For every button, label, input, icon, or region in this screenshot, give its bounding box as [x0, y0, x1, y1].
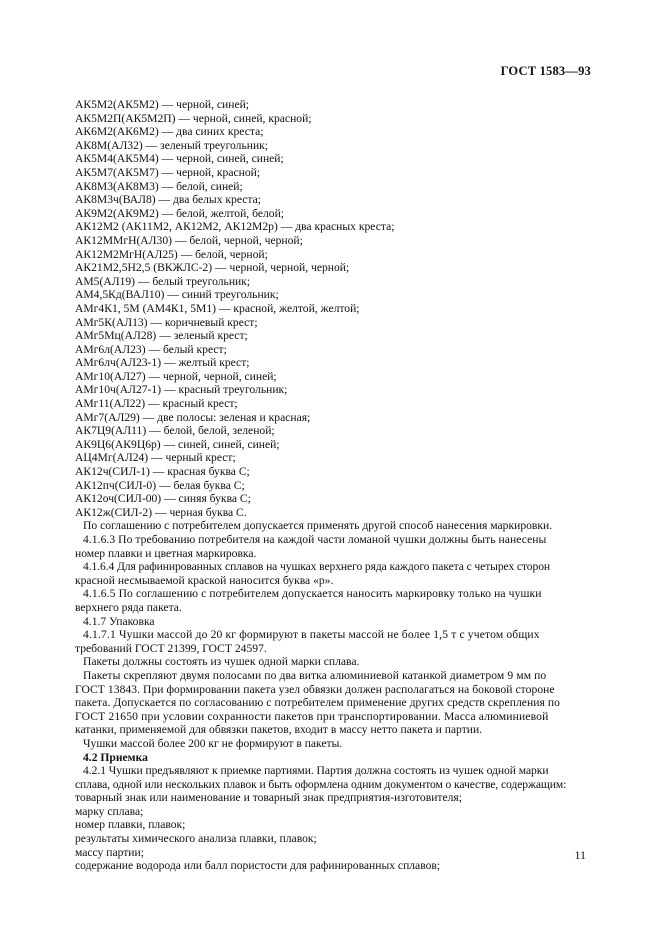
document-item-lot-mass: массу партии;	[75, 845, 144, 859]
marking-list-item: АК12ММгН(АЛ30) — белой, черной, черной;	[75, 233, 303, 247]
marking-list-item: АК5М2П(АК5М2П) — черной, синей, красной;	[75, 111, 312, 125]
clause-4-1-6-3-line-2: номер плавки и цветная маркировка.	[75, 546, 257, 560]
clause-4-2-1-line-2: сплава, одной или нескольких плавок и быть оформлена одним документом о качестве, содержащим:	[75, 777, 567, 791]
marking-list-item: АМг11(АЛ22) — красный крест;	[75, 397, 238, 411]
marking-list-item: АК12М2 (АК11М2, АК12М2, АК12М2р) — два красных креста;	[75, 220, 395, 234]
clause-4-1-6-5-line-1: 4.1.6.5 По соглашению с потребителем допускается наносить маркировку только на чушки	[83, 587, 542, 601]
paragraph-fastening-line-2: ГОСТ 13843. При формировании пакета узел обвязки должен располагаться на боковой стороне	[75, 682, 555, 696]
page-number: 11	[574, 848, 586, 862]
paragraph-agreement-method: По соглашению с потребителем допускается применять другой способ нанесения маркировки.	[83, 519, 553, 533]
marking-list-item: АМг6лч(АЛ23-1) — желтый крест;	[75, 356, 250, 370]
page-header-standard-code: ГОСТ 1583—93	[500, 64, 591, 78]
marking-list-item: АМг4К1, 5М (АМ4К1, 5М1) — красной, желтой, желтой;	[75, 301, 360, 315]
marking-list-item: АМ4,5Кд(ВАЛ10) — синий треугольник;	[75, 288, 279, 302]
clause-4-1-6-4-line-2: красной несмываемой краской наносится буква «р».	[75, 573, 334, 587]
paragraph-heavy-ingots: Чушки массой более 200 кг не формируют в пакеты.	[83, 736, 343, 750]
document-item-trademark: товарный знак или наименование и товарный знак предприятия-изготовителя;	[75, 791, 462, 805]
paragraph-fastening-line-4: ГОСТ 21650 при условии сохранности пакетов при транспортировании. Масса алюминиевой	[75, 709, 549, 723]
marking-list-item: АК21М2,5Н2,5 (ВКЖЛС-2) — черной, черной, черной;	[75, 261, 350, 275]
clause-4-2-1-line-1: 4.2.1 Чушки предъявляют к приемке партиями. Партия должна состоять из чушек одной марки	[83, 764, 549, 778]
marking-list-item: АК12пч(СИЛ-0) — белая буква С;	[75, 478, 245, 492]
paragraph-fastening-line-5: катанки, применяемой для обвязки пакетов, входит в массу нетто пакета и партии.	[75, 723, 483, 737]
paragraph-fastening-line-1: Пакеты скрепляют двумя полосами по два витка алюминиевой катанкой диаметром 9 мм по	[83, 668, 547, 682]
marking-list-item: АК12М2МгН(АЛ25) — белой, черной;	[75, 247, 268, 261]
paragraph-packs-same-grade: Пакеты должны состоять из чушек одной марки сплава.	[83, 655, 360, 669]
clause-4-1-6-3-line-1: 4.1.6.3 По требованию потребителя на каждой части ломаной чушки должны быть нанесены	[83, 533, 547, 546]
marking-list-item: АК5М2(АК5М2) — черной, синей;	[75, 98, 250, 111]
marking-list-item: АМг5Мц(АЛ28) — зеленый крест;	[75, 329, 248, 343]
marking-list-item: АК5М4(АК5М4) — черной, синей, синей;	[75, 152, 284, 166]
marking-list-item: АК8М3(АК8М3) — белой, синей;	[75, 179, 243, 193]
marking-list-item: АК9М2(АК9М2) — белой, желтой, белой;	[75, 206, 285, 220]
document-item-chemical-analysis: результаты химического анализа плавки, плавок;	[75, 832, 317, 846]
marking-list-item: АК12ч(СИЛ-1) — красная буква С;	[75, 465, 250, 479]
marking-list-item: АМ5(АЛ19) — белый треугольник;	[75, 274, 251, 288]
document-item-alloy-grade: марку сплава;	[75, 804, 144, 818]
marking-list-item: АК8М3ч(ВАЛ8) — два белых креста;	[75, 193, 261, 207]
marking-list-item: АК7Ц9(АЛ11) — белой, белой, зеленой;	[75, 424, 275, 438]
clause-4-1-7-heading: 4.1.7 Упаковка	[83, 614, 155, 628]
marking-list-item: АМг10ч(АЛ27-1) — красный треугольник;	[75, 383, 288, 397]
marking-list-item: АМг7(АЛ29) — две полосы: зеленая и красная;	[75, 410, 311, 424]
marking-list-item: АК5М7(АК5М7) — черной, красной;	[75, 165, 261, 179]
marking-list	[75, 98, 589, 519]
document-item-heat-number: номер плавки, плавок;	[75, 818, 186, 832]
marking-list-item: АК6М2(АК6М2) — два синих креста;	[75, 125, 264, 139]
clause-4-1-7-1-line-2: требований ГОСТ 21399, ГОСТ 24597.	[75, 641, 267, 655]
document-item-hydrogen-content: содержание водорода или балл пористости для рафинированных сплавов;	[75, 859, 441, 873]
marking-list-item: АК9Ц6(АК9Ц6р) — синей, синей, синей;	[75, 437, 280, 451]
clause-4-1-6-4-line-1: 4.1.6.4 Для рафинированных сплавов на чушках верхнего ряда каждого пакета с четырех сторон	[83, 560, 550, 574]
section-4-2-heading: 4.2 Приемка	[83, 750, 148, 764]
marking-list-item: АК8М(АЛ32) — зеленый треугольник;	[75, 138, 269, 152]
marking-list-item: АМг10(АЛ27) — черной, черной, синей;	[75, 369, 277, 383]
marking-list-item: АМг6л(АЛ23) — белый крест;	[75, 342, 227, 356]
marking-list-item: АМг5К(АЛ13) — коричневый крест;	[75, 315, 258, 329]
marking-list-item: АК12ж(СИЛ-2) — черная буква С.	[75, 505, 247, 519]
marking-list-item: АЦ4Мг(АЛ24) — черный крест;	[75, 451, 236, 465]
clause-4-1-6-5-line-2: верхнего ряда пакета.	[75, 600, 182, 614]
paragraph-fastening-line-3: пакета. Допускается по согласованию с потребителем применение других средств скрепления по	[75, 696, 560, 710]
clause-4-1-7-1-line-1: 4.1.7.1 Чушки массой до 20 кг формируют в пакеты массой не более 1,5 т с учетом общих	[83, 628, 540, 642]
marking-list-item: АК12оч(СИЛ-00) — синяя буква С;	[75, 492, 251, 506]
page-content	[75, 98, 589, 873]
